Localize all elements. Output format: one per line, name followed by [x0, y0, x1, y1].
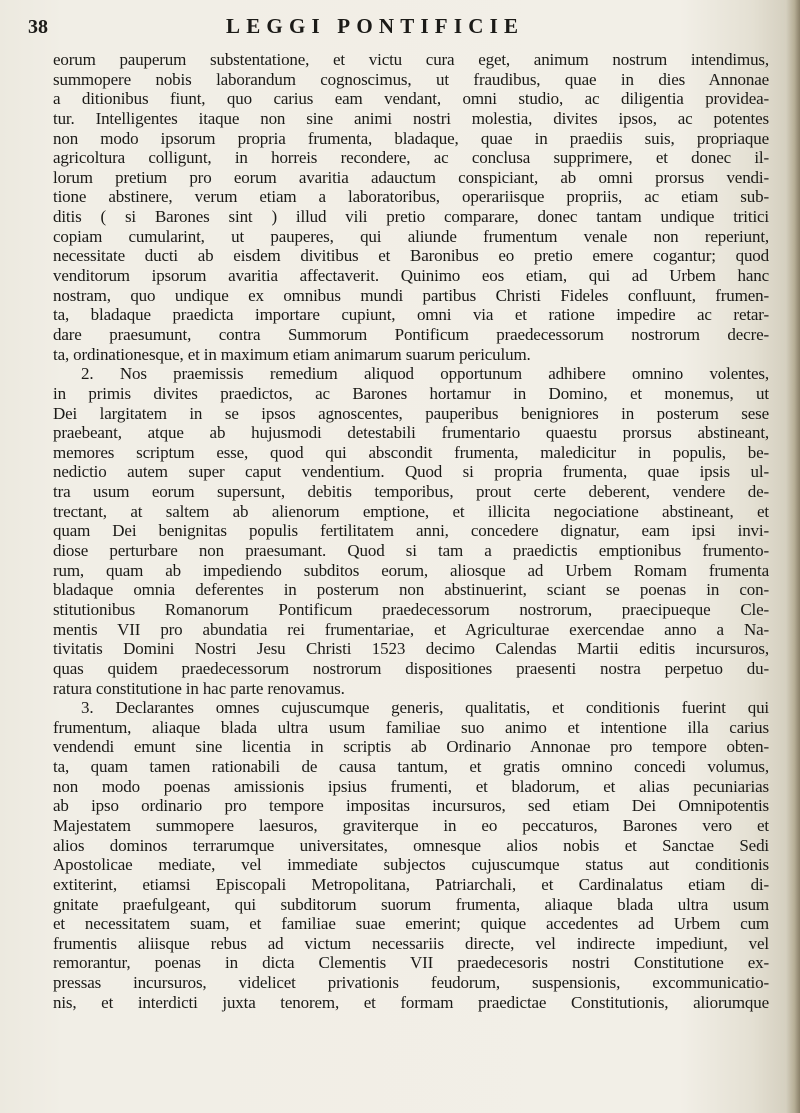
text-line: nostram, quo undique ex omnibus mundi partibus Christi Fideles confluunt, frumen-	[53, 285, 769, 305]
text-line: a ditionibus fiunt, quo carius eam vendant, omni studio, ac diligentia providea-	[53, 89, 769, 109]
text-line: in primis divites praedictos, ac Barones hortamur in Domino, et monemus, ut	[53, 383, 769, 403]
text-line: trectant, at saltem ab alienorum emptione, et illicita negociatione abstineant, et	[53, 501, 769, 521]
page-header	[28, 14, 768, 48]
text-line: bladaque omnia deferentes in posterum non abstinuerint, sciant se poenas in con-	[53, 580, 769, 600]
text-line: extiterint, etiamsi Episcopali Metropolitana, Patriarchali, et Cardinalatus etiam di-	[53, 874, 769, 894]
text-line: tra usum eorum supersunt, debitis temporibus, prout certe deberent, vendere de-	[53, 482, 769, 502]
body-text	[53, 50, 769, 1012]
text-line: quam Dei benignitas populis fertilitatem anni, concedere dignatur, eam ipsi invi-	[53, 521, 769, 541]
text-line: alios dominos terrarumque universitates, omnesque alios nobis et Sanctae Sedi	[53, 835, 769, 855]
text-line: diose perturbare non praesumant. Quod si tam a praedictis emptionibus frumento-	[53, 541, 769, 561]
text-line: agricoltura colligunt, in horreis recondere, ac conclusa supprimere, et donec il-	[53, 148, 769, 168]
text-line: necessitate ducti ab eisdem divitibus et Baronibus eo pretio emere cogantur; quod	[53, 246, 769, 266]
text-line: pressas incursuros, videlicet privationis feudorum, suspensionis, excommunicatio-	[53, 973, 769, 993]
text-line: dare praesumunt, contra Summorum Pontificum praedecessorum nostrorum decre-	[53, 324, 769, 344]
text-line: gnitate praefulgeant, qui subditorum suorum frumenta, aliaque blada ultra usum	[53, 894, 769, 914]
text-line: Apostolicae mediate, vel immediate subjectos cujuscumque status aut conditionis	[53, 855, 769, 875]
text-line: vendendi emunt sine licentia in scriptis ab Ordinario Annonae pro tempore obten-	[53, 737, 769, 757]
text-line: rum, quam ab impediendo subditos eorum, aliosque ad Urbem Romam frumenta	[53, 560, 769, 580]
page-edge-shadow	[786, 0, 800, 1113]
text-line: remorantur, poenas in dicta Clementis VII praedecesoris nostri Constitutione ex-	[53, 953, 769, 973]
text-line: frumentum, aliaque blada ultra usum familiae suo animo et intentione illa carius	[53, 717, 769, 737]
text-line: nedictio autem super caput vendentium. Quod si propria frumenta, quae ipsis ul-	[53, 462, 769, 482]
text-line: tur. Intelligentes itaque non sine animi nostri molestia, divites ipsos, ac potentes	[53, 108, 769, 128]
text-line: copiam cumularint, ut pauperes, qui aliunde frumentum venale non reperiunt,	[53, 226, 769, 246]
text-line: eorum pauperum substentatione, et victu cura eget, animum nostrum intendimus,	[53, 50, 769, 69]
text-line: et necessitatem suam, et familiae suae emerint; quique accedentes ad Urbem cum	[53, 914, 769, 934]
text-line: ta, quam tamen rationabili de causa tantum, et gratis omnino concedi volumus,	[53, 757, 769, 777]
text-line: Dei largitatem in se ipsos agnoscentes, pauperibus benigniores in posterum sese	[53, 403, 769, 423]
text-line: tione abstinere, verum etiam a laboratoribus, operariisque propriis, ac etiam sub-	[53, 187, 769, 207]
text-line: memores scriptum esse, quod qui abscondit frumenta, maledicitur in populis, be-	[53, 442, 769, 462]
text-line: Majestatem summopere laesuros, graviterque in eo peccaturos, Barones vero et	[53, 815, 769, 835]
text-line: tivitatis Domini Nostri Jesu Christi 1523 decimo Calendas Martii editis incursuros,	[53, 639, 769, 659]
text-line: venditorum ipsorum avaritia affectaverit. Quinimo eos etiam, qui ad Urbem hanc	[53, 266, 769, 286]
text-line: non modo poenas amissionis ipsius frumenti, et bladorum, et alias pecuniarias	[53, 776, 769, 796]
text-line: frumentis aliisque rebus ad victum necessariis directe, vel indirecte impediunt, vel	[53, 933, 769, 953]
text-line: stitutionibus Romanorum Pontificum praedecessorum nostrorum, praecipueque Cle-	[53, 599, 769, 619]
text-line: non modo ipsorum propria frumenta, bladaque, quae in praediis suis, propriaque	[53, 128, 769, 148]
running-title: LEGGI PONTIFICIE	[226, 14, 525, 38]
text-line: ta, ordinationesque, et in maximum etiam animarum suarum periculum.	[53, 344, 531, 364]
page-number: 38	[28, 16, 48, 38]
text-line: ditis ( si Barones sint ) illud vili pretio comparare, donec tantam undique tritici	[53, 207, 769, 227]
text-line: summopere nobis laborandum cognoscimus, ut fraudibus, quae in dies Annonae	[53, 69, 769, 89]
text-line: praebeant, atque ab hujusmodi detestabili frumentario quaestu prorsus abstineant,	[53, 423, 769, 443]
text-line: mentis VII pro abundatia rei frumentariae, et Agriculturae exercendae anno a Na-	[53, 619, 769, 639]
text-line: 3. Declarantes omnes cujuscumque generis, qualitatis, et conditionis fuerint qui	[81, 698, 769, 718]
text-line: nis, et interdicti juxta tenorem, et formam praedictae Constitutionis, aliorumque	[53, 992, 769, 1012]
text-line: ab ipso ordinario pro tempore impositas incursuros, sed etiam Dei Omnipotentis	[53, 796, 769, 816]
text-line: ratura constitutione in hac parte renovamus.	[53, 678, 345, 698]
text-line: quas quidem praedecessorum nostrorum dispositiones praesenti nostra perpetuo du-	[53, 658, 769, 678]
text-line: 2. Nos praemissis remedium aliquod opportunum adhibere omnino volentes,	[81, 364, 769, 384]
text-line: lorum pretium pro eorum avaritia adauctum conspiciant, ab omni prorsus vendi-	[53, 167, 769, 187]
text-line: ta, bladaque praedicta importare cupiunt, omni via et ratione impedire ac retar-	[53, 305, 769, 325]
